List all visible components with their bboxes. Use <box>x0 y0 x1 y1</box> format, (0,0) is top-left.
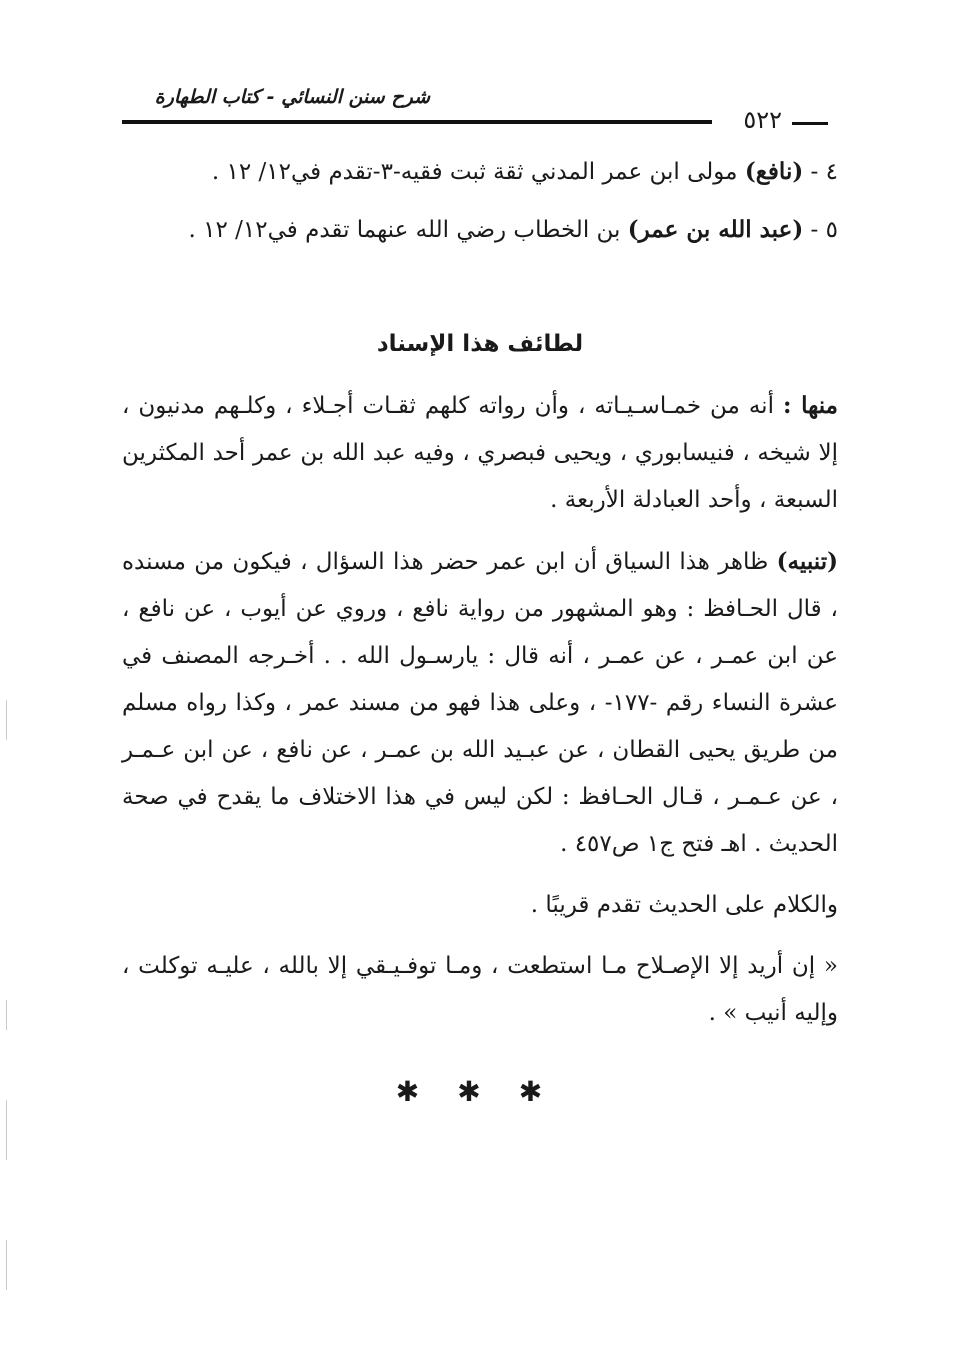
running-title: شرح سنن النسائي - كتاب الطهارة <box>154 86 430 108</box>
paragraph-lead: منها : <box>782 392 839 419</box>
star-icon: ✱ <box>518 1075 581 1108</box>
paragraph-note <box>122 538 838 868</box>
narrator-number: ٤ - <box>810 159 838 185</box>
paragraph-closing-verse: « إن أريد إلا الإصـلاح مـا استطعت ، ومـا توفـيـقي إلا بالله ، عليـه توكلت ، وإليه أنيب » . <box>122 953 838 1026</box>
header-rule <box>122 120 712 124</box>
paragraph-remark: والكلام على الحديث تقدم قريبًا . <box>530 892 838 918</box>
star-icon: ✱ <box>395 1075 458 1108</box>
scan-mark <box>6 1000 7 1030</box>
narrator-text: مولى ابن عمر المدني ثقة ثبت فقيه-٣-تقدم في١٢/ ١٢ . <box>211 159 745 185</box>
paragraph-text: ظاهر هذا السياق أن ابن عمر حضر هذا السؤال ، فيكون من مسنده ، قال الحـافظ : وهو المشهور من رواية نافع ، وروي عن أيوب ، عن نافع ، عن ابن عمـر ، عن عمـر ، أنه قال : يارسـول الله . . أخـرجه المصنف في عشرة النساء رقم -١٧٧- ، وعلى هذا فهو من مسند عمر ، وكذا رواه مسلم من طريق يحيى القطان ، عن عبـيد الله بن عمـر ، عن نافع ، عن ابن عـمـر ، عن عـمـر ، قـال الحـافظ : لكن ليس في هذا الاختلاف ما يقدح في صحة الحديث . اهـ فتح ج١ ص٤٥٧ . <box>122 549 838 857</box>
scan-mark <box>6 1240 7 1290</box>
page-number: ٥٢٢ <box>737 106 788 134</box>
paragraph-text: أنه من خمـاسـيـاته ، وأن رواته كلهم ثقـات أجـلاء ، وكلـهم مدنيون ، إلا شيخه ، فنيسابوري ، ويحيى فبصري ، وفيه عبد الله بن عمر أحد المكثرين السبعة ، وأحد العبادلة الأربعة . <box>122 393 838 513</box>
narrator-name: (نافع) <box>744 158 804 185</box>
narrator-entry <box>122 148 838 196</box>
section-title: لطائف هذا الإسناد <box>376 331 584 357</box>
narrator-name: (عبد الله بن عمر) <box>627 216 804 243</box>
page-body <box>122 148 838 1051</box>
page-header <box>118 80 830 132</box>
page-number-dash <box>792 122 828 125</box>
scan-mark <box>6 700 7 740</box>
section-ornament <box>0 1075 976 1108</box>
scan-mark <box>6 1100 7 1160</box>
star-icon: ✱ <box>457 1075 519 1108</box>
paragraph-lead: (تنبيه) <box>776 548 838 575</box>
narrator-text: بن الخطاب رضي الله عنهما تقدم في١٢/ ١٢ . <box>188 217 628 243</box>
paragraph-isnad-notes <box>122 382 838 524</box>
narrator-number: ٥ - <box>810 217 838 243</box>
narrator-entry <box>122 206 838 254</box>
